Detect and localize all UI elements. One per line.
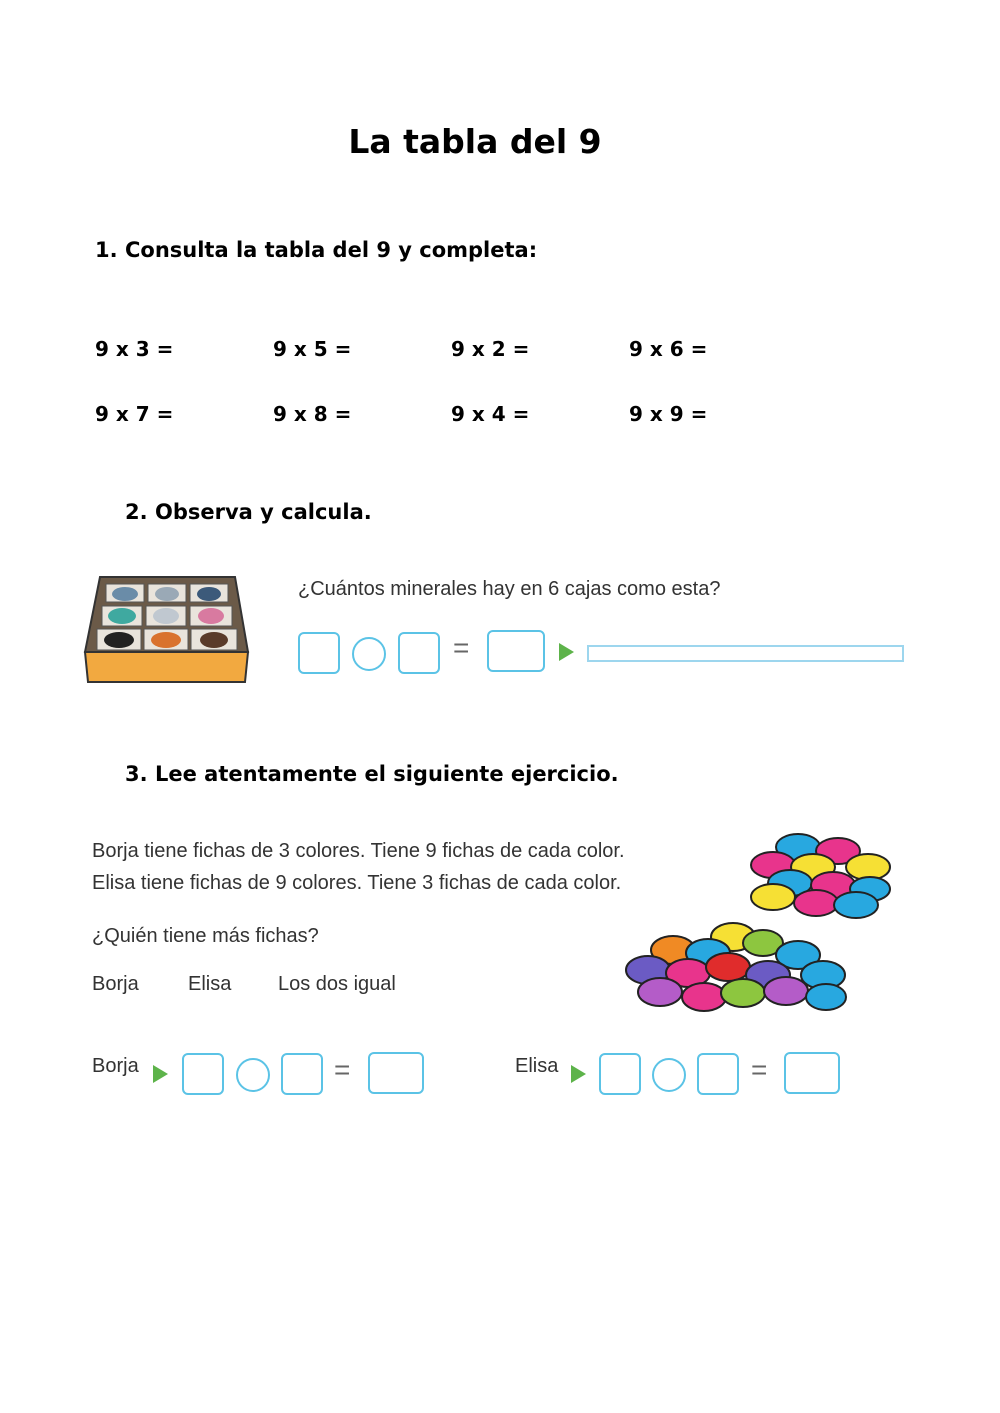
elisa-answer-label: Elisa <box>515 1055 559 1077</box>
borja-operator-circle[interactable] <box>236 1058 270 1092</box>
equals-sign: = <box>453 632 470 663</box>
elisa-box-result[interactable] <box>784 1052 840 1094</box>
colored-chips-image <box>618 825 898 1020</box>
answer-line[interactable] <box>587 645 904 662</box>
borja-answer-label: Borja <box>92 1055 139 1077</box>
section-1-heading <box>95 238 537 262</box>
section-1-title: Consulta la tabla del 9 y completa: <box>125 238 538 262</box>
equals-sign: = <box>334 1054 351 1085</box>
section-2-question: ¿Cuántos minerales hay en 6 cajas como esta? <box>298 578 721 600</box>
elisa-operator-circle[interactable] <box>652 1058 686 1092</box>
play-arrow-icon <box>559 643 574 661</box>
answer-box-factor-2[interactable] <box>398 632 440 674</box>
multiplication-9x3: 9 x 3 = <box>95 337 174 361</box>
page-title: La tabla del 9 <box>348 122 602 161</box>
problem-question: ¿Quién tiene más fichas? <box>92 925 319 947</box>
elisa-box-factor-2[interactable] <box>697 1053 739 1095</box>
answer-box-result[interactable] <box>487 630 545 672</box>
multiplication-9x8: 9 x 8 = <box>273 402 352 426</box>
section-3-title: Lee atentamente el siguiente ejercicio. <box>155 762 619 786</box>
section-1-number: 1. <box>95 238 118 262</box>
multiplication-9x7: 9 x 7 = <box>95 402 174 426</box>
option-elisa[interactable]: Elisa <box>188 973 232 995</box>
option-los-dos-igual[interactable]: Los dos igual <box>278 973 396 995</box>
problem-line-elisa: Elisa tiene fichas de 9 colores. Tiene 3 fichas de cada color. <box>92 872 622 894</box>
play-arrow-icon <box>571 1065 586 1083</box>
equals-sign: = <box>751 1054 768 1085</box>
section-2-title: Observa y calcula. <box>155 500 372 524</box>
section-3-number: 3. <box>125 762 148 786</box>
multiplication-9x6: 9 x 6 = <box>629 337 708 361</box>
multiplication-9x4: 9 x 4 = <box>451 402 530 426</box>
multiplication-9x9: 9 x 9 = <box>629 402 708 426</box>
elisa-box-factor-1[interactable] <box>599 1053 641 1095</box>
answer-box-factor-1[interactable] <box>298 632 340 674</box>
section-2-heading <box>125 500 372 524</box>
multiplication-9x5: 9 x 5 = <box>273 337 352 361</box>
problem-line-borja: Borja tiene fichas de 3 colores. Tiene 9 fichas de cada color. <box>92 840 625 862</box>
mineral-box-image <box>80 572 252 687</box>
play-arrow-icon <box>153 1065 168 1083</box>
section-3-heading <box>125 762 619 786</box>
section-2-number: 2. <box>125 500 148 524</box>
multiplication-9x2: 9 x 2 = <box>451 337 530 361</box>
operator-circle[interactable] <box>352 637 386 671</box>
option-borja[interactable]: Borja <box>92 973 139 995</box>
borja-box-factor-1[interactable] <box>182 1053 224 1095</box>
borja-box-factor-2[interactable] <box>281 1053 323 1095</box>
borja-box-result[interactable] <box>368 1052 424 1094</box>
